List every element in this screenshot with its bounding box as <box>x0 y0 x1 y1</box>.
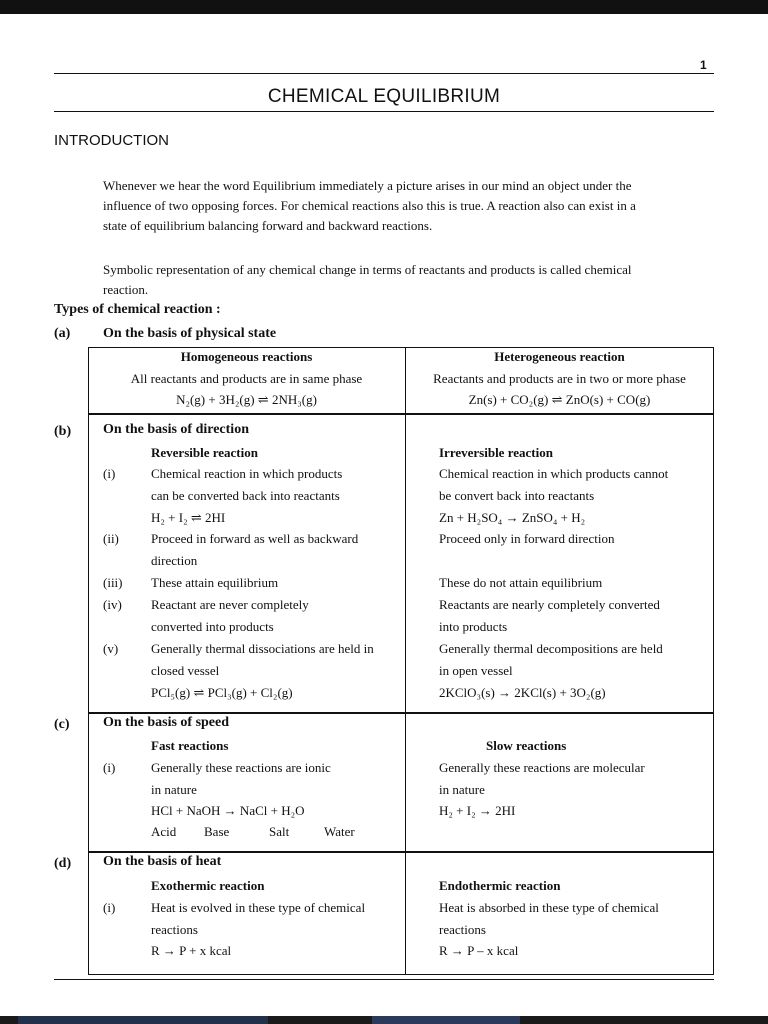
exothermic-equation: R → P + x kcal <box>151 943 232 958</box>
slow-point: Generally these reactions are molecular <box>439 760 645 775</box>
slow-equation: H₂ + I₂ → 2HI <box>439 803 516 818</box>
reversible-equation: PCl₅(g) ⇌ PCl₃(g) + Cl₂(g) <box>151 685 293 700</box>
exothermic-header: Exothermic reaction <box>151 878 265 893</box>
irreversible-equation: 2KClO₃(s) → 2KCl(s) + 3O₂(g) <box>439 685 606 700</box>
item-number: (i) <box>103 466 116 481</box>
reversible-point: Proceed in forward as well as backward <box>151 531 359 546</box>
reversible-point: can be converted back into reactants <box>151 488 340 503</box>
reversible-point: direction <box>151 553 198 568</box>
item-number: (v) <box>103 641 119 656</box>
bottom-bar <box>0 1016 768 1024</box>
heterogeneous-header: Heterogeneous reaction <box>494 349 625 364</box>
top-bar <box>0 0 768 14</box>
item-number: (iv) <box>103 597 122 612</box>
section-a-title: On the basis of physical state <box>103 326 277 341</box>
intro-line: Whenever we hear the word Equilibrium immediately a picture arises in our mind an object under the <box>103 178 632 193</box>
heterogeneous-desc: Reactants and products are in two or more phase <box>433 371 686 386</box>
intro-line: influence of two opposing forces. For chemical reactions also this is true. A reaction also can exist in a <box>103 198 636 213</box>
bottom-bar-segment <box>372 1016 520 1024</box>
symbolic-paragraph <box>103 260 717 300</box>
reversible-point: Generally thermal dissociations are held in <box>151 641 374 656</box>
symbolic-line: Symbolic representation of any chemical change in terms of reactants and products is called chemical <box>103 262 632 277</box>
irreversible-equation: Zn + H₂SO₄ → ZnSO₄ + H₂ <box>439 510 586 525</box>
title-rule <box>54 111 714 112</box>
item-number: (i) <box>103 900 116 915</box>
intro-heading: INTRODUCTION <box>54 132 169 149</box>
endothermic-header: Endothermic reaction <box>439 878 561 893</box>
intro-paragraph <box>103 176 717 236</box>
reversible-point: closed vessel <box>151 663 220 678</box>
base-label: Base <box>204 824 230 839</box>
section-d-divider <box>405 852 406 975</box>
reversible-header: Reversible reaction <box>151 445 258 460</box>
section-c-title: On the basis of speed <box>103 715 230 730</box>
types-heading: Types of chemical reaction : <box>54 302 221 317</box>
reversible-point: These attain equilibrium <box>151 575 279 590</box>
section-b-title: On the basis of direction <box>103 422 249 437</box>
page-number: 1 <box>700 58 707 72</box>
section-b-letter: (b) <box>54 424 72 439</box>
item-number: (iii) <box>103 575 123 590</box>
section-d-letter: (d) <box>54 856 72 871</box>
homogeneous-desc: All reactants and products are in same phase <box>130 371 363 386</box>
homogeneous-header: Homogeneous reactions <box>180 349 313 364</box>
acid-label: Acid <box>151 824 177 839</box>
water-label: Water <box>324 824 355 839</box>
salt-label: Salt <box>269 824 290 839</box>
reversible-equation: H₂ + I₂ ⇌ 2HI <box>151 510 226 525</box>
endothermic-point: Heat is absorbed in these type of chemical <box>439 900 659 915</box>
section-c-letter: (c) <box>54 717 70 732</box>
section-c-divider <box>405 713 406 852</box>
irreversible-point: Proceed only in forward direction <box>439 531 615 546</box>
header-rule <box>54 73 714 74</box>
footer-rule <box>54 979 714 980</box>
section-b-divider <box>405 414 406 713</box>
item-number: (i) <box>103 760 116 775</box>
irreversible-point: in open vessel <box>439 663 513 678</box>
irreversible-header: Irreversible reaction <box>439 445 553 460</box>
fast-header: Fast reactions <box>151 738 229 753</box>
endothermic-equation: R → P – x kcal <box>439 943 519 958</box>
exothermic-point: Heat is evolved in these type of chemical <box>151 900 366 915</box>
section-a-letter: (a) <box>54 326 71 341</box>
slow-header: Slow reactions <box>486 738 567 753</box>
irreversible-point: Generally thermal decompositions are held <box>439 641 663 656</box>
fast-equation: HCl + NaOH → NaCl + H₂O <box>151 803 305 818</box>
irreversible-point: Chemical reaction in which products cannot <box>439 466 669 481</box>
irreversible-point: These do not attain equilibrium <box>439 575 603 590</box>
homogeneous-equation: N₂(g) + 3H₂(g) ⇌ 2NH₃(g) <box>176 392 317 407</box>
exothermic-point: reactions <box>151 922 198 937</box>
reversible-point: Reactant are never completely <box>151 597 309 612</box>
intro-line: state of equilibrium balancing forward and backward reactions. <box>103 218 433 233</box>
fast-point: in nature <box>151 782 197 797</box>
irreversible-point: be convert back into reactants <box>439 488 595 503</box>
reversible-point: Chemical reaction in which products <box>151 466 343 481</box>
fast-point: Generally these reactions are ionic <box>151 760 331 775</box>
bottom-bar-segment <box>18 1016 268 1024</box>
symbolic-line: reaction. <box>103 282 149 297</box>
section-d-title: On the basis of heat <box>103 854 222 869</box>
endothermic-point: reactions <box>439 922 486 937</box>
irreversible-point: Reactants are nearly completely converted <box>439 597 660 612</box>
reversible-point: converted into products <box>151 619 274 634</box>
irreversible-point: into products <box>439 619 508 634</box>
slow-point: in nature <box>439 782 485 797</box>
heterogeneous-equation: Zn(s) + CO₂(g) ⇌ ZnO(s) + CO(g) <box>468 392 651 407</box>
item-number: (ii) <box>103 531 119 546</box>
page-title: CHEMICAL EQUILIBRIUM <box>267 86 501 107</box>
